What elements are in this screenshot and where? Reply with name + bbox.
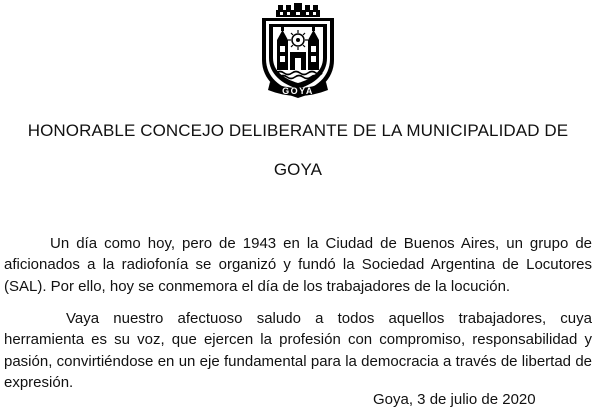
date-line: Goya, 3 de julio de 2020 xyxy=(373,391,536,408)
page-title-line-1: HONORABLE CONCEJO DELIBERANTE DE LA MUNICIPALIDAD DE xyxy=(27,121,569,140)
body-paragraph-2: Vaya nuestro afectuoso saludo a todos aquellos trabajadores, cuya herramienta es su voz, que ejercen la profesión con compromiso, responsabilidad y pasión, convirtiéndose en un eje fundamental para la democracia a través de libertad de expresión. xyxy=(4,310,592,391)
page-title-line-2: GOYA xyxy=(273,160,323,179)
goya-coat-of-arms-icon xyxy=(256,2,340,100)
body-paragraph-1: Un día como hoy, pero de 1943 en la Ciudad de Buenos Aires, un grupo de aficionados a la radiofonía se organizó y fundó la Sociedad Argentina de Locutores (SAL). Por ello, hoy se conmemora el día de los trabajadores de la locución. xyxy=(4,235,592,295)
seal-banner-text: GOYA xyxy=(282,86,314,96)
